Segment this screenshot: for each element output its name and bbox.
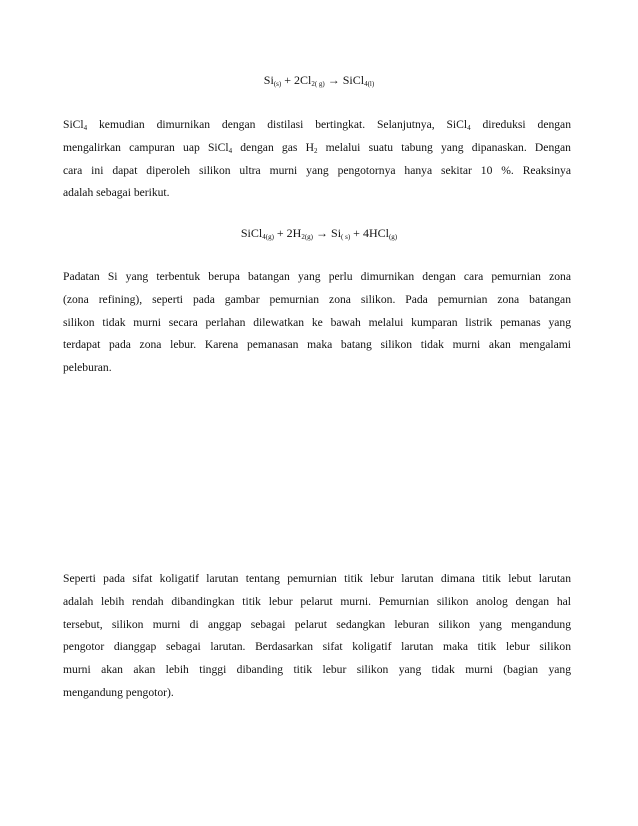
paragraph-line: mengandung pengotor). [63,685,174,699]
eq1-subscript: 4(l) [364,80,375,88]
paragraph-line: peleburan. [63,361,112,375]
reaction-equation-1 [0,73,638,88]
eq1-subscript: (s) [273,80,282,88]
paragraph-3 [63,568,571,705]
eq1-subscript: 2( g) [311,80,325,88]
paragraph-line: Seperti pada sifat koligatif larutan tentang pemurnian titik lebur larutan dimana titik lebut larutan [63,572,571,585]
eq1-term: + 2Cl [281,73,312,87]
paragraph-line: terdapat pada zona lebur. Karena pemanasan maka batang silikon tidak murni akan mengalami [63,338,571,352]
eq2-subscript: 2(g) [301,233,314,241]
eq2-term: SiCl [240,226,263,240]
eq2-subscript: 4(g) [262,233,274,241]
paragraph-line: tersebut, silikon murni di anggap sebagai pelarut sedangkan leburan silikon yang mengandung [63,617,571,631]
reaction-equation-2 [0,226,638,241]
paragraph-line: murni akan akan lebih tinggi dibanding titik lebur silikon yang tidak murni (bagian yang [63,663,571,677]
paragraph-line: adalah sebagai berikut. [63,186,170,200]
eq2-subscript: (g) [388,233,398,241]
eq2-term: + 4HCl [350,226,389,240]
eq1-term: Si [263,73,274,87]
paragraph-line: pengotor dianggap sebagai larutan. Berdasarkan sifat koligatif larutan maka titik lebur silikon [63,640,571,654]
paragraph-line: cara ini dapat diperoleh silikon ultra murni yang pengotornya hanya sekitar 10 %. Reaksinya [63,163,571,177]
paragraph-line: SiCl$_4$ kemudian dimurnikan dengan distilasi bertingkat. Selanjutnya, SiCl$_4$ direduksi dengan [63,118,571,132]
eq2-subscript: ( s) [341,233,351,241]
paragraph-line: (zona refining), seperti pada gambar pemurnian zona silikon. Pada pemurnian zona batangan [63,292,571,306]
paragraph-line: mengalirkan campuran uap SiCl$_4$ dengan gas $H_2$ melalui suatu tabung yang dipanaskan. Dengan [63,140,571,155]
paragraph-line: adalah lebih rendah dibandingkan titik lebur pelarut murni. Pemurnian silikon anolog dengan hal [63,594,571,608]
paragraph-2 [63,266,571,380]
eq2-term: → Si [313,226,342,240]
blank-figure-area [63,380,571,560]
paragraph-line: silikon tidak murni secara perlahan dilewatkan ke bawah melalui kumparan listrik pemanas yang [63,315,571,329]
eq1-term: → SiCl [324,73,365,87]
eq2-term: + 2H [273,226,302,240]
paragraph-line: Padatan Si yang terbentuk berupa batangan yang perlu dimurnikan dengan cara pemurnian zona [63,270,571,283]
paragraph-1 [63,114,571,205]
